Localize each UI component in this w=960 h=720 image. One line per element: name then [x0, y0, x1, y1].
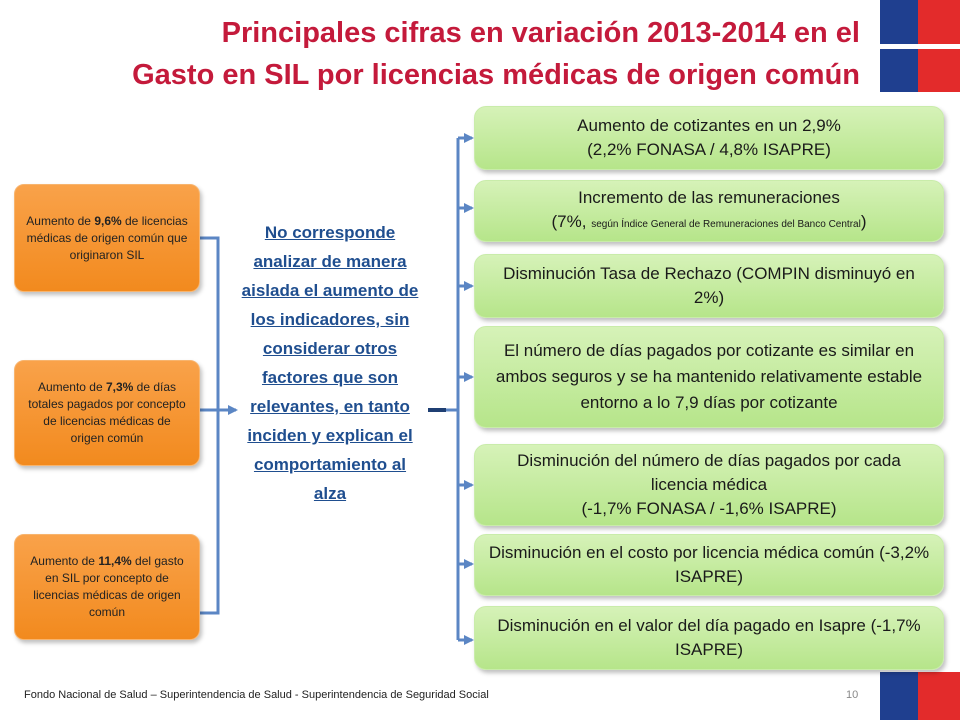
title-line-2: Gasto en SIL por licencias médicas de origen común: [132, 59, 860, 91]
left-box-1: Aumento de 9,6% de licencias médicas de origen común que originaron SIL: [14, 184, 200, 292]
center-statement: No corresponde analizar de manera aislada el aumento de los indicadores, sin considerar otros factores que son relevantes, en tanto inciden y explican el comportamiento al alza: [241, 223, 419, 503]
left-box-2: Aumento de 7,3% de días totales pagados por concepto de licencias médicas de origen común: [14, 360, 200, 466]
right-box-5: Disminución del número de días pagados por cada licencia médica (-1,7% FONASA / -1,6% ISAPRE): [474, 444, 944, 526]
right-box-6: Disminución en el costo por licencia médica común (-3,2% ISAPRE): [474, 534, 944, 596]
footer-text: Fondo Nacional de Salud – Superintendencia de Salud - Superintendencia de Seguridad Social: [24, 689, 489, 701]
left-box-3: Aumento de 11,4% del gasto en SIL por concepto de licencias médicas de origen común: [14, 534, 200, 640]
right-box-2: Incremento de las remuneraciones (7%, según Índice General de Remuneraciones del Banco Central): [474, 180, 944, 242]
right-box-4: El número de días pagados por cotizante es similar en ambos seguros y se ha mantenido relativamente estable entorno a lo 7,9 días por cotizante: [474, 326, 944, 428]
right-box-3: Disminución Tasa de Rechazo (COMPIN disminuyó en 2%): [474, 254, 944, 318]
right-box-7: Disminución en el valor del día pagado en Isapre (-1,7% ISAPRE): [474, 606, 944, 670]
title-line-1: Principales cifras en variación 2013-2014 en el: [221, 17, 860, 49]
left-bracket-line: [200, 238, 218, 613]
right-box-1: Aumento de cotizantes en un 2,9% (2,2% FONASA / 4,8% ISAPRE): [474, 106, 944, 170]
page-number: 10: [846, 689, 859, 701]
